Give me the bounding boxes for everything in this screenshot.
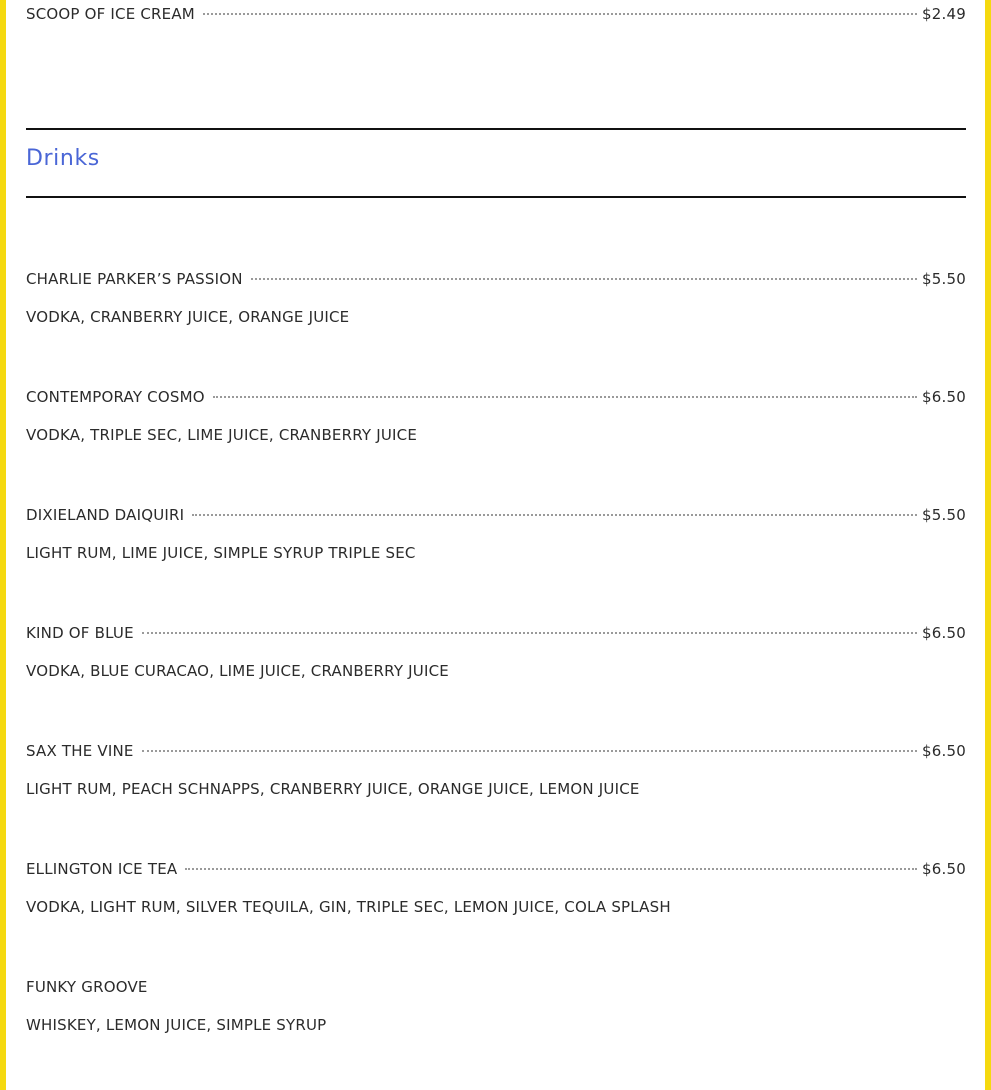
dot-leader — [251, 278, 917, 280]
item-price: $5.50 — [922, 270, 966, 288]
section-top-rule — [26, 128, 966, 130]
menu-item — [26, 978, 966, 998]
dot-leader — [192, 514, 917, 516]
item-name: CHARLIE PARKER’S PASSION — [26, 270, 243, 288]
menu-item — [26, 270, 966, 290]
dot-leader — [185, 868, 917, 870]
item-price: $2.49 — [922, 5, 966, 23]
dot-leader — [142, 632, 917, 634]
item-price: $6.50 — [922, 860, 966, 878]
item-name: KIND OF BLUE — [26, 624, 134, 642]
menu-item — [26, 860, 966, 880]
item-price: $5.50 — [922, 506, 966, 524]
item-description: VODKA, LIGHT RUM, SILVER TEQUILA, GIN, TRIPLE SEC, LEMON JUICE, COLA SPLASH — [26, 898, 671, 916]
menu-item — [26, 506, 966, 526]
item-name: SCOOP OF ICE CREAM — [26, 5, 195, 23]
menu-item-ice-cream — [26, 5, 966, 25]
item-price: $6.50 — [922, 388, 966, 406]
item-name: DIXIELAND DAIQUIRI — [26, 506, 185, 524]
item-description: VODKA, TRIPLE SEC, LIME JUICE, CRANBERRY JUICE — [26, 426, 418, 444]
item-name: ELLINGTON ICE TEA — [26, 860, 178, 878]
item-price: $6.50 — [922, 624, 966, 642]
section-title: Drinks — [26, 146, 100, 171]
item-description: VODKA, BLUE CURACAO, LIME JUICE, CRANBERRY JUICE — [26, 662, 449, 680]
item-description: LIGHT RUM, LIME JUICE, SIMPLE SYRUP TRIPLE SEC — [26, 544, 416, 562]
item-price: $6.50 — [922, 742, 966, 760]
dot-leader — [213, 396, 917, 398]
section-bottom-rule — [26, 196, 966, 198]
menu-item — [26, 624, 966, 644]
dot-leader — [203, 13, 917, 15]
item-description: WHISKEY, LEMON JUICE, SIMPLE SYRUP — [26, 1016, 327, 1034]
item-name: SAX THE VINE — [26, 742, 134, 760]
menu-item — [26, 742, 966, 762]
item-description: VODKA, CRANBERRY JUICE, ORANGE JUICE — [26, 308, 350, 326]
item-name: FUNKY GROOVE — [26, 978, 148, 996]
right-border-stripe — [985, 0, 991, 1090]
dot-leader — [142, 750, 917, 752]
left-border-stripe — [0, 0, 6, 1090]
menu-item — [26, 388, 966, 408]
item-name: CONTEMPORAY COSMO — [26, 388, 205, 406]
item-description: LIGHT RUM, PEACH SCHNAPPS, CRANBERRY JUICE, ORANGE JUICE, LEMON JUICE — [26, 780, 640, 798]
